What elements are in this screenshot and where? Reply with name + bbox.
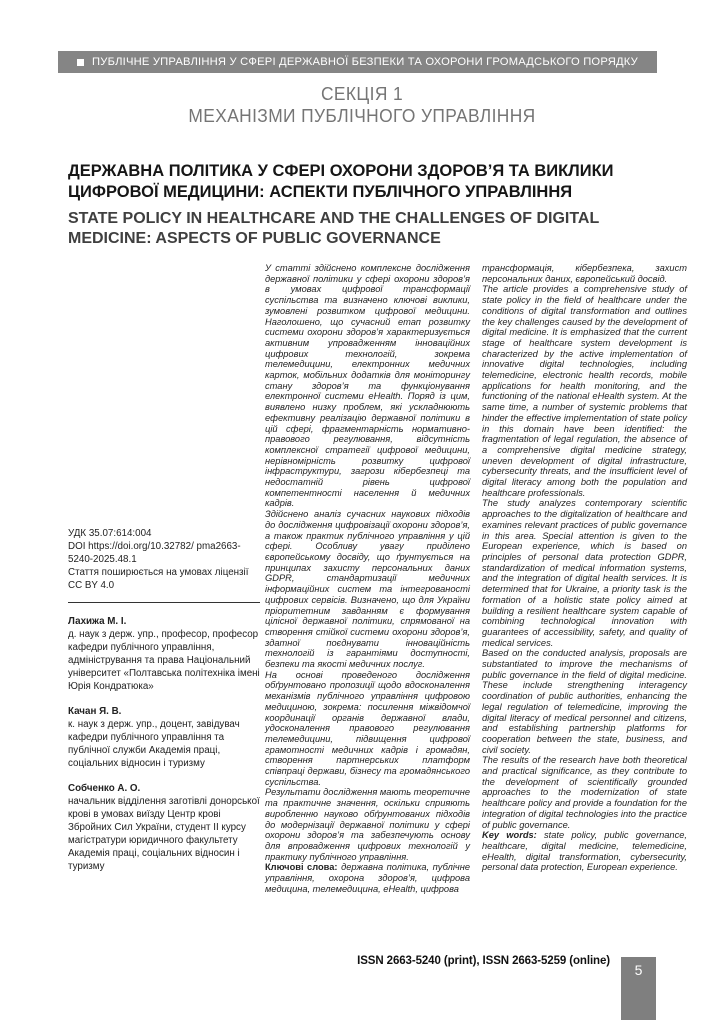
- issn-line: ISSN 2663-5240 (print), ISSN 2663-5259 (online): [357, 955, 610, 967]
- abstract-uk-column: [265, 263, 470, 894]
- page-number-tab: [621, 957, 656, 1020]
- abstract-paragraph: The article provides a comprehensive study of state policy in the field of healthcare under the conditions of digital transformation and outlines the key challenges caused by the development of digital medicine. It is emphasized that the current stage of healthcare system development is characterized by the active implementation of innovative digital technologies, including telemedicine, electronic health records, mobile applications for health monitoring, and the functioning of the national eHealth system. At the same time, a number of systemic problems that hinder the effective implementation of state policy in this domain have been identified: the fragmentation of legal regulation, the absence of a comprehensive digital medicine strategy, uneven development of digital infrastructure, cybersecurity threats, and the insufficient level of digital literacy among both the population and healthcare professionals.: [482, 284, 687, 498]
- journal-header-title: ПУБЛІЧНЕ УПРАВЛІННЯ У СФЕРІ ДЕРЖАВНОЇ БЕЗПЕКИ ТА ОХОРОНИ ГРОМАДСЬКОГО ПОРЯДКУ: [92, 56, 638, 68]
- keywords-uk-continuation: трансформація, кібербезпека, захист персональних даних, європейський досвід.: [482, 263, 687, 284]
- author-name: Качан Я. В.: [68, 706, 122, 717]
- article-title-en: STATE POLICY IN HEALTHCARE AND THE CHALLENGES OF DIGITAL MEDICINE: ASPECTS OF PUBLIC GOVERNANCE: [68, 210, 599, 247]
- abstract-paragraph: The study analyzes contemporary scientific approaches to the digitalization of healthcare and examines relevant practices of public governance in this area. Special attention is given to the European experience, which is based on principles of personal data protection GDPR, standardization of medical information systems, and the integration of digital health services. It is determined that for Ukraine, a priority task is the formation of a holistic state policy aimed at building a resilient healthcare system capable of combining technological innovation with guarantees of accessibility, safety, and quality of medical services.: [482, 498, 687, 648]
- meta-divider: [68, 602, 260, 603]
- abstract-paragraph: На основі проведеного дослідження обґрунтовано пропозиції щодо вдосконалення механізмів публічного управління цифровою медициною, зокрема: посилення міжвідомчої координації органів державної влади, удосконалення правового регулювання телемедицини, підвищення цифрової грамотності медичних кадрів і громадян, створення партнерських платформ співпраці держави, бізнесу та громадянського суспільства.: [265, 669, 470, 787]
- section-heading: [22, 83, 703, 126]
- author-affiliation: к. наук з держ. упр., доцент, завідувач кафедри публічного управління та публічної служби Академія праці, соціальних відносин і туризму: [68, 719, 240, 769]
- abstract-paragraph: The results of the research have both theoretical and practical significance, as they contribute to the development of scientifically grounded approaches to the modernization of state healthcare policy and provide a foundation for the integration of digital technologies into the practice of public governance.: [482, 755, 687, 830]
- author-block: [68, 615, 260, 693]
- doi-text: DOI https://doi.org/10.32782/ pma2663-5240-2025.48.1: [68, 541, 241, 565]
- keywords-label: Ключові слова:: [265, 862, 338, 873]
- author-block: [68, 705, 260, 770]
- keywords-label: Key words:: [482, 830, 537, 841]
- author-affiliation: д. наук з держ. упр., професор, професор кафедри публічного управління, адміністрування та права Національний університет «Полтавська політехніка імені Юрія Кондратюка»: [68, 629, 260, 692]
- abstract-paragraph: Здійснено аналіз сучасних наукових підходів до дослідження цифровізації охорони здоров’я, а також практик публічного управління у цій сфері. Особливу увагу приділено європейському досвіду, що ґрунтується на принципах захисту персональних даних GDPR, стандартизації медичних інформаційних систем та інтегрованості цифрових сервісів. Визначено, що для України пріоритетним завданням є формування цілісної державної політики, спрямованої на створення стійкої системи охорони здоров’я, здатної поєднувати інноваційність технологій із гарантіями доступності, безпеки та якості медичних послуг.: [265, 509, 470, 670]
- section-title: МЕХАНІЗМИ ПУБЛІЧНОГО УПРАВЛІННЯ: [188, 104, 536, 126]
- journal-header-bar: [58, 51, 657, 73]
- page-number: 5: [634, 962, 643, 978]
- abstract-paragraph: Результати дослідження мають теоретичне та практичне значення, оскільки сприяють виробленню науково обґрунтованих підходів до модернізації державної політики у сфері охорони здоров’я та забезпечують основу для впровадження цифрових технологій у практику публічного управління.: [265, 787, 470, 862]
- author-name: Собченко А. О.: [68, 783, 141, 794]
- section-number: СЕКЦІЯ 1: [320, 83, 404, 104]
- udc-code: УДК 35.07:614:004: [68, 528, 152, 539]
- keywords-text: державна політика, публічне управління, охорона здоров’я, цифрова медицина, телемедицина, eHealth, цифрова: [265, 862, 470, 894]
- article-title-uk: ДЕРЖАВНА ПОЛІТИКА У СФЕРІ ОХОРОНИ ЗДОРОВ’Я ТА ВИКЛИКИ ЦИФРОВОЇ МЕДИЦИНИ: АСПЕКТИ ПУБЛІЧНОГО УПРАВЛІННЯ: [68, 162, 614, 201]
- author-block: [68, 782, 260, 873]
- keywords-uk: [265, 862, 470, 894]
- abstract-paragraph: Based on the conducted analysis, proposals are substantiated to improve the mechanisms of public governance in the field of digital medicine. These include strengthening interagency coordination of public authorities, enhancing the legal regulation of telemedicine, improving the digital literacy of medical personnel and citizens, and establishing partnership platforms for cooperation between the state, business, and civil society.: [482, 648, 687, 755]
- keywords-en: [482, 830, 687, 873]
- license-note: Стаття поширюється на умовах ліцензії CC BY 4.0: [68, 567, 249, 591]
- square-bullet-icon: [77, 59, 84, 66]
- abstract-en-column: [482, 263, 687, 873]
- abstract-paragraph: У статті здійснено комплексне дослідження державної політики у сфері охорони здоров’я в умовах цифрової трансформації суспільства та визначено ключові виклики, зумовлені розвитком цифрової медицини. Наголошено, що сучасний етап розвитку системи охорони здоров’я характеризується активним упровадженням інноваційних цифрових технологій, зокрема телемедицини, електронних медичних карток, мобільних додатків для моніторингу стану здоров’я та функціонування електронної системи eHealth. Поряд із цим, виявлено низку проблем, які ускладнюють ефективну реалізацію державної політики в цій сфері, фрагментарність нормативно-правового регулювання, відсутність комплексної стратегії цифрової медицини, нерівномірність розвитку цифрової інфраструктури, загрози кібербезпеці та недостатній рівень цифрової компетентності населення й медичних кадрів.: [265, 263, 470, 509]
- article-meta-column: [68, 527, 260, 873]
- author-name: Лахижа М. І.: [68, 616, 127, 627]
- keywords-text: state policy, public governance, healthcare, digital medicine, telemedicine, eHealth, digital transformation, cybersecurity, personal data protection, European experience.: [482, 830, 687, 873]
- author-affiliation: начальник відділення заготівлі донорської крові в умовах виїзду Центр крові Збройних Сил України, студент II курсу магістратури юридичного факультету Академія праці, соціальних відносин і туризму: [68, 796, 260, 872]
